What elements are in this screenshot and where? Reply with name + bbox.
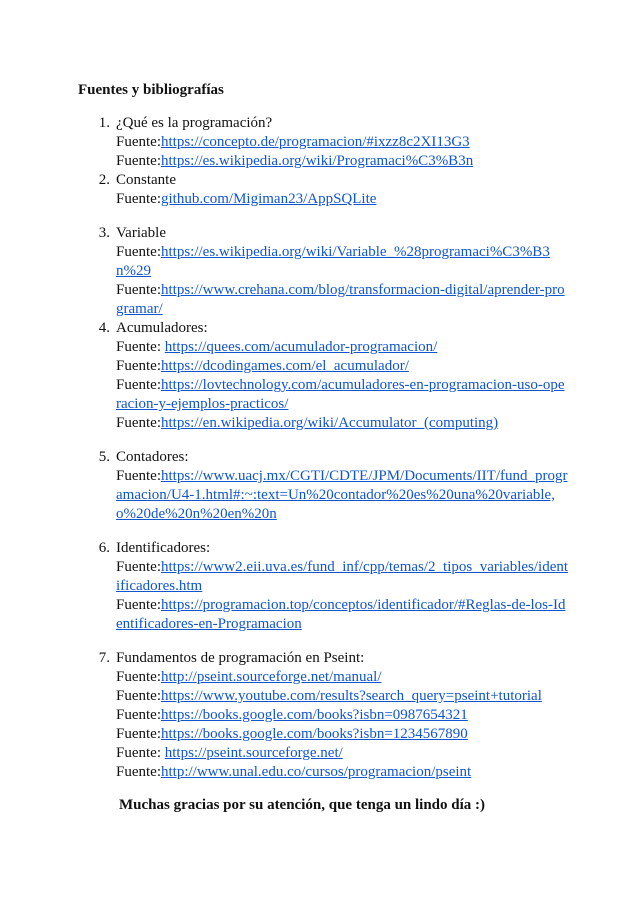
source-line [116, 281, 568, 319]
source-link[interactable]: https://es.wikipedia.org/wiki/Programaci%C3%B3n [161, 153, 474, 169]
page-title: Fuentes y bibliografías [78, 82, 224, 98]
source-prefix: Fuente: [116, 597, 161, 613]
list-item [0, 319, 638, 433]
source-line [116, 414, 568, 433]
item-title: Acumuladores: [116, 320, 208, 336]
source-link[interactable]: https://es.wikipedia.org/wiki/Variable_%28programaci%C3%B3n%29 [116, 244, 550, 279]
source-prefix: Fuente: [116, 745, 165, 761]
source-prefix: Fuente: [116, 764, 161, 780]
item-title: Contadores: [116, 449, 189, 465]
item-number: 2. [98, 172, 110, 188]
spacer [0, 634, 638, 649]
item-number: 1. [98, 115, 110, 131]
list-item [0, 649, 638, 782]
source-link[interactable]: https://www.youtube.com/results?search_query=pseint+tutorial [161, 688, 542, 704]
item-title: Identificadores: [116, 540, 211, 556]
source-link[interactable]: https://books.google.com/books?isbn=0987654321 [161, 707, 468, 723]
item-title: ¿Qué es la programación? [116, 115, 273, 131]
source-line [116, 357, 568, 376]
source-line [116, 744, 568, 763]
source-link[interactable]: https://programacion.top/conceptos/identificador/#Reglas-de-los-Identificadores-en-Programacion [116, 597, 566, 632]
source-line [116, 558, 568, 596]
source-prefix: Fuente: [116, 468, 161, 484]
source-line [116, 596, 568, 634]
source-link[interactable]: github.com/Migiman23/AppSQLite [161, 191, 377, 207]
spacer [0, 433, 638, 448]
source-prefix: Fuente: [116, 559, 161, 575]
source-prefix: Fuente: [116, 688, 161, 704]
source-link[interactable]: https://pseint.sourceforge.net/ [164, 745, 343, 761]
item-number: 7. [98, 650, 110, 666]
source-line [116, 725, 568, 744]
source-link[interactable]: https://www2.eii.uva.es/fund_inf/cpp/temas/2_tipos_variables/identificadores.htm [116, 559, 569, 594]
source-prefix: Fuente: [116, 134, 161, 150]
source-line [116, 133, 568, 152]
list-item [0, 114, 638, 171]
list-item [0, 448, 638, 524]
source-prefix: Fuente: [116, 358, 161, 374]
source-link[interactable]: https://lovtechnology.com/acumuladores-en-programacion-uso-operacion-y-ejemplos-practicos/ [116, 377, 565, 412]
spacer [0, 524, 638, 539]
source-prefix: Fuente: [116, 669, 161, 685]
source-line [116, 338, 568, 357]
spacer [0, 209, 638, 224]
source-prefix: Fuente: [116, 153, 161, 169]
source-line [116, 190, 568, 209]
item-number: 3. [98, 225, 110, 241]
list-item [0, 224, 638, 319]
sources-list [0, 114, 638, 782]
source-link[interactable]: https://www.uacj.mx/CGTI/CDTE/JPM/Documents/IIT/fund_programacion/U4-1.html#:~:text=Un%20contador%20es%20una%20variable,o%20de%20n%20en%20n [116, 468, 568, 522]
source-prefix: Fuente: [116, 191, 161, 207]
list-item [0, 539, 638, 634]
source-line [116, 152, 568, 171]
source-line [116, 668, 568, 687]
list-item [0, 171, 638, 209]
source-line [116, 467, 568, 524]
source-link[interactable]: https://en.wikipedia.org/wiki/Accumulator_(computing) [161, 415, 499, 431]
source-prefix: Fuente: [116, 707, 161, 723]
source-prefix: Fuente: [116, 726, 161, 742]
source-link[interactable]: https://quees.com/acumulador-programacion/ [164, 339, 438, 355]
source-prefix: Fuente: [116, 244, 161, 260]
item-title: Constante [116, 172, 176, 188]
source-line [116, 376, 568, 414]
source-link[interactable]: http://www.unal.edu.co/cursos/programacion/pseint [161, 764, 472, 780]
item-number: 4. [98, 320, 110, 336]
source-link[interactable]: https://concepto.de/programacion/#ixzz8c2XI13G3 [161, 134, 470, 150]
source-line [116, 687, 568, 706]
source-line [116, 763, 568, 782]
item-title: Variable [116, 225, 166, 241]
closing-message: Muchas gracias por su atención, que tenga un lindo día :) [119, 797, 486, 813]
source-prefix: Fuente: [116, 339, 165, 355]
source-line [116, 243, 568, 281]
item-number: 5. [98, 449, 110, 465]
source-prefix: Fuente: [116, 415, 161, 431]
source-prefix: Fuente: [116, 282, 161, 298]
item-number: 6. [98, 540, 110, 556]
source-link[interactable]: https://dcodingames.com/el_acumulador/ [161, 358, 409, 374]
source-link[interactable]: https://books.google.com/books?isbn=1234567890 [161, 726, 468, 742]
source-prefix: Fuente: [116, 377, 161, 393]
source-link[interactable]: http://pseint.sourceforge.net/manual/ [161, 669, 382, 685]
source-line [116, 706, 568, 725]
source-link[interactable]: https://www.crehana.com/blog/transformacion-digital/aprender-programar/ [116, 282, 565, 317]
item-title: Fundamentos de programación en Pseint: [116, 650, 365, 666]
